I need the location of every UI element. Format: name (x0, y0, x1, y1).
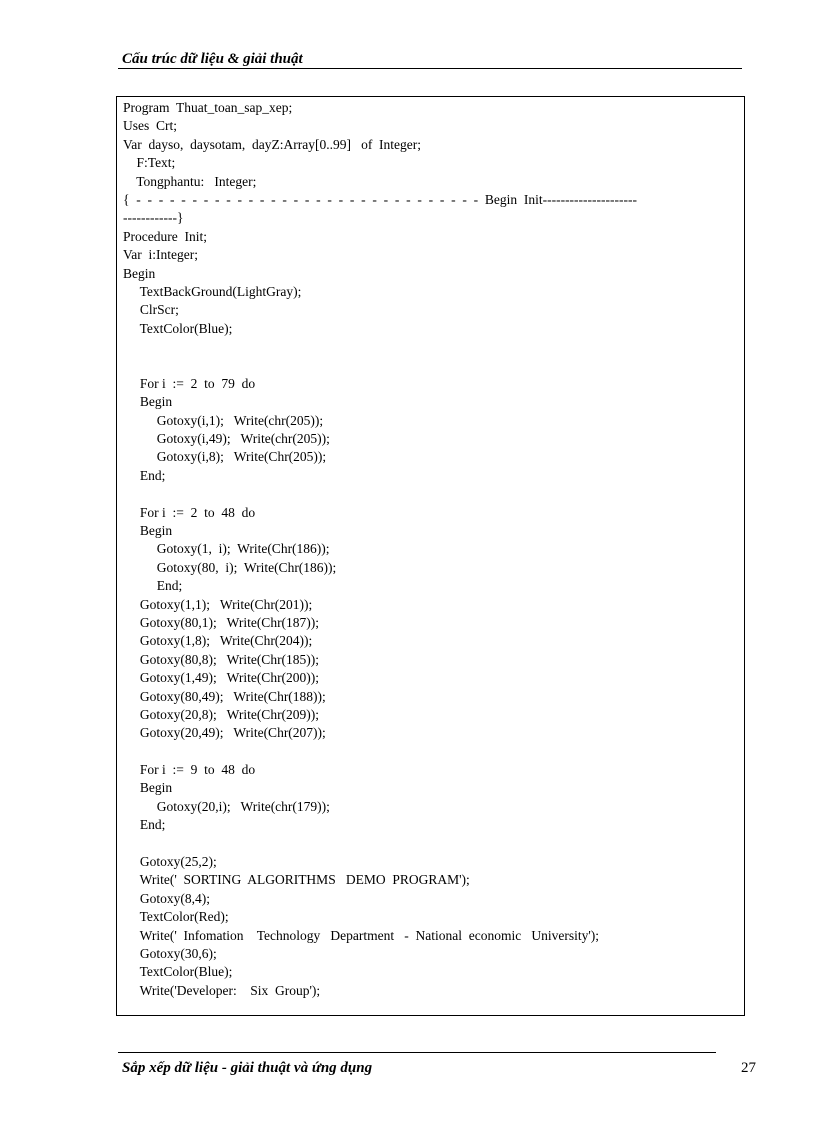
code-line: Write('Developer: Six Group'); (123, 982, 321, 998)
code-line: Gotoxy(1,49); Write(Chr(200)); (123, 670, 320, 686)
code-line: Gotoxy(20,8); Write(Chr(209)); (123, 706, 320, 722)
page-footer-title: Sắp xếp dữ liệu - giải thuật và ứng dụng (122, 1060, 373, 1076)
code-line: Gotoxy(30,6); (123, 945, 217, 961)
code-line: Gotoxy(80,8); Write(Chr(185)); (123, 651, 320, 667)
code-line: Gotoxy(80,1); Write(Chr(187)); (123, 614, 320, 630)
code-line (123, 835, 740, 853)
page-number: 27 (741, 1060, 756, 1076)
code-line: Gotoxy(1, i); Write(Chr(186)); (123, 541, 330, 557)
code-listing-box (116, 96, 745, 1016)
code-line: TextBackGround(LightGray); (123, 283, 302, 299)
code-line: F:Text; (123, 155, 176, 171)
code-line (123, 743, 740, 761)
code-line: Uses Crt; (123, 118, 177, 134)
code-line: End; (123, 817, 166, 833)
code-line (123, 356, 740, 374)
code-line: Gotoxy(8,4); (123, 890, 210, 906)
code-line: Gotoxy(1,1); Write(Chr(201)); (123, 596, 313, 612)
code-line: TextColor(Red); (123, 909, 229, 925)
code-listing (123, 99, 740, 1000)
code-line: Gotoxy(20,49); Write(Chr(207)); (123, 725, 326, 741)
code-line: Procedure Init; (123, 228, 207, 244)
code-line: Var dayso, daysotam, dayZ:Array[0..99] of Integer; (123, 136, 422, 152)
code-line: End; (123, 467, 166, 483)
code-line: Begin (123, 522, 173, 538)
code-line: Write(' Infomation Technology Department - National economic University'); (123, 927, 600, 943)
footer-divider (118, 1052, 716, 1053)
code-line: Gotoxy(25,2); (123, 854, 217, 870)
header-divider (118, 68, 742, 69)
code-line: TextColor(Blue); (123, 320, 233, 336)
code-line: Var i:Integer; (123, 247, 198, 263)
code-line: ClrScr; (123, 302, 179, 318)
code-line: Write(' SORTING ALGORITHMS DEMO PROGRAM'); (123, 872, 470, 888)
code-line: Gotoxy(20,i); Write(chr(179)); (123, 798, 330, 814)
code-line (123, 338, 740, 356)
code-line: For i := 9 to 48 do (123, 762, 256, 778)
code-line: TextColor(Blue); (123, 964, 233, 980)
code-line: Gotoxy(80, i); Write(Chr(186)); (123, 559, 337, 575)
code-line: { - - - - - - - - - - - - - - - - - - - - - - - - - - - - - - - Begin Init--------------------- (123, 191, 637, 207)
code-line: For i := 2 to 48 do (123, 504, 256, 520)
code-line: Gotoxy(80,49); Write(Chr(188)); (123, 688, 326, 704)
code-line: Begin (123, 780, 173, 796)
code-line: For i := 2 to 79 do (123, 375, 256, 391)
code-line: Program Thuat_toan_sap_xep; (123, 100, 293, 115)
code-line: Tongphantu: Integer; (123, 173, 257, 189)
code-line: Gotoxy(i,1); Write(chr(205)); (123, 412, 324, 428)
code-line (123, 485, 740, 503)
code-line: Gotoxy(i,8); Write(Chr(205)); (123, 449, 327, 465)
code-line: Begin (123, 265, 156, 281)
code-line: End; (123, 578, 183, 594)
code-line: Begin (123, 394, 173, 410)
code-line: Gotoxy(i,49); Write(chr(205)); (123, 431, 330, 447)
page-header-title: Cấu trúc dữ liệu & giải thuật (122, 51, 303, 67)
code-line: Gotoxy(1,8); Write(Chr(204)); (123, 633, 313, 649)
code-line: ------------} (123, 210, 184, 226)
